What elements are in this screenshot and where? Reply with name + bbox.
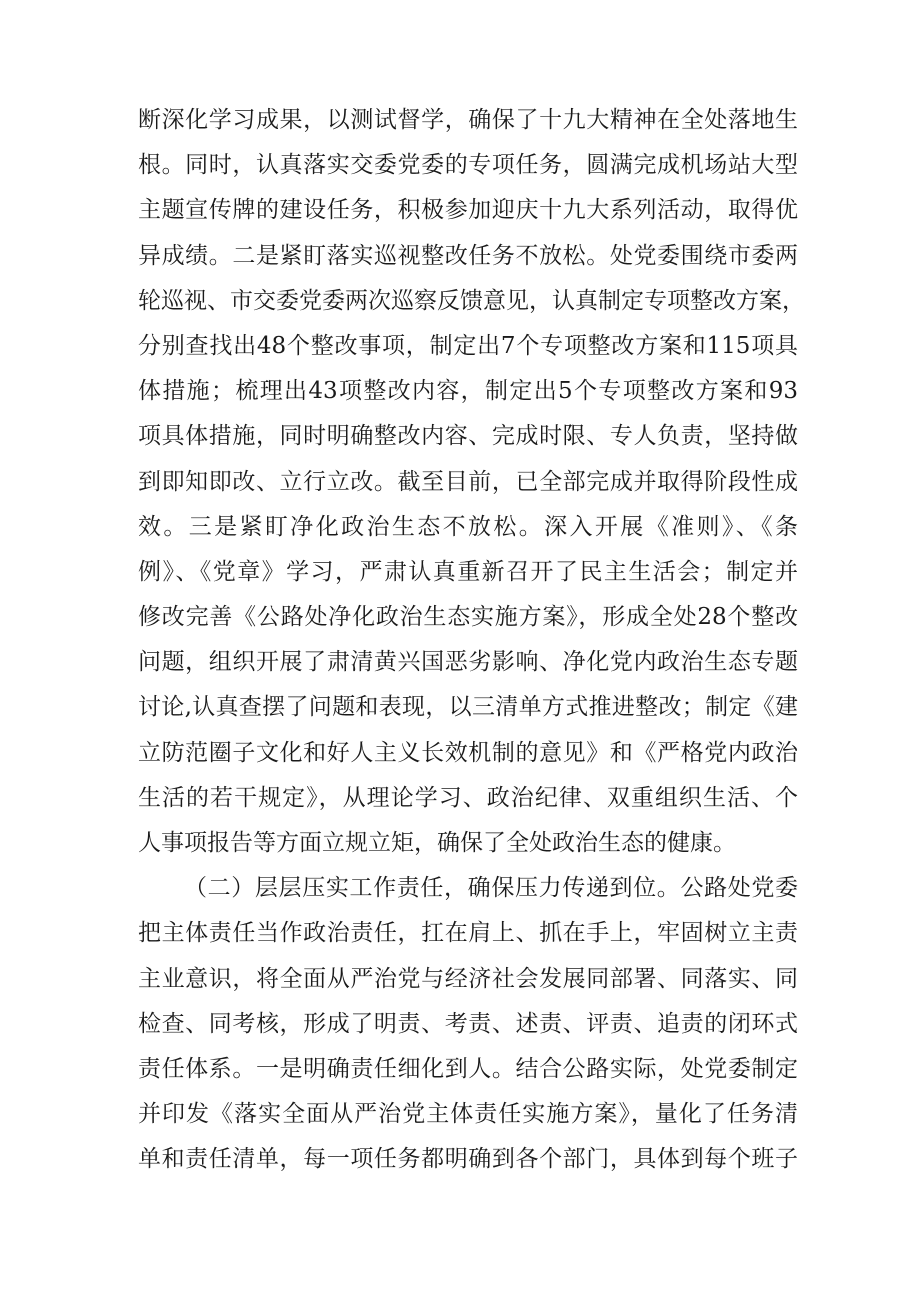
text-line: 生活的若干规定》，从理论学习、政治纪律、双重组织生活、个 (138, 784, 798, 811)
text-line: 修改完善《公路处净化政治生态实施方案》，形成全处28个整改 (138, 604, 798, 631)
text-line: 并印发《落实全面从严治党主体责任实施方案》，量化了任务清 (138, 1101, 798, 1128)
text-line: 责任体系。一是明确责任细化到人。结合公路实际，处党委制定 (138, 1055, 798, 1082)
text-line: 人事项报告等方面立规立矩，确保了全处政治生态的健康。 (138, 830, 736, 856)
text-line: 把主体责任当作政治责任，扛在肩上、抓在手上，牢固树立主责 (138, 920, 798, 947)
text-line: 异成绩。二是紧盯落实巡视整改任务不放松。处党委围绕市委两 (138, 242, 798, 269)
text-line: 根。同时，认真落实交委党委的专项任务，圆满完成机场站大型 (138, 152, 798, 179)
text-line: 立防范圈子文化和好人主义长效机制的意见》和《严格党内政治 (138, 739, 798, 766)
body-text (138, 98, 805, 1183)
text-line: 单和责任清单，每一项任务都明确到各个部门，具体到每个班子 (138, 1146, 798, 1173)
text-line: 问题，组织开展了肃清黄兴国恶劣影响、净化党内政治生态专题 (138, 649, 798, 676)
text-line: 体措施；梳理出43项整改内容，制定出5个专项整改方案和93 (138, 378, 798, 405)
text-line: 分别查找出48个整改事项，制定出7个专项整改方案和115项具 (138, 332, 798, 359)
text-line: 例》、《党章》学习，严肃认真重新召开了民主生活会；制定并 (138, 558, 798, 585)
text-line: 效。三是紧盯净化政治生态不放松。深入开展《准则》、《条 (138, 513, 798, 540)
section-heading-line: （二）层层压实工作责任，确保压力传递到位。公路处党委 (184, 875, 798, 902)
text-line: 主题宣传牌的建设任务，积极参加迎庆十九大系列活动，取得优 (138, 197, 798, 224)
text-line: 断深化学习成果，以测试督学，确保了十九大精神在全处落地生 (138, 107, 798, 133)
text-line: 项具体措施，同时明确整改内容、完成时限、专人负责，坚持做 (138, 423, 798, 450)
text-line: 主业意识，将全面从严治党与经济社会发展同部署、同落实、同 (138, 965, 798, 992)
text-line: 检查、同考核，形成了明责、考责、述责、评责、追责的闭环式 (138, 1010, 798, 1037)
text-line: 讨论,认真查摆了问题和表现，以三清单方式推进整改；制定《建 (138, 694, 798, 721)
text-line: 轮巡视、市交委党委两次巡察反馈意见，认真制定专项整改方案， (138, 287, 805, 314)
text-line: 到即知即改、立行立改。截至目前，已全部完成并取得阶段性成 (138, 468, 798, 495)
